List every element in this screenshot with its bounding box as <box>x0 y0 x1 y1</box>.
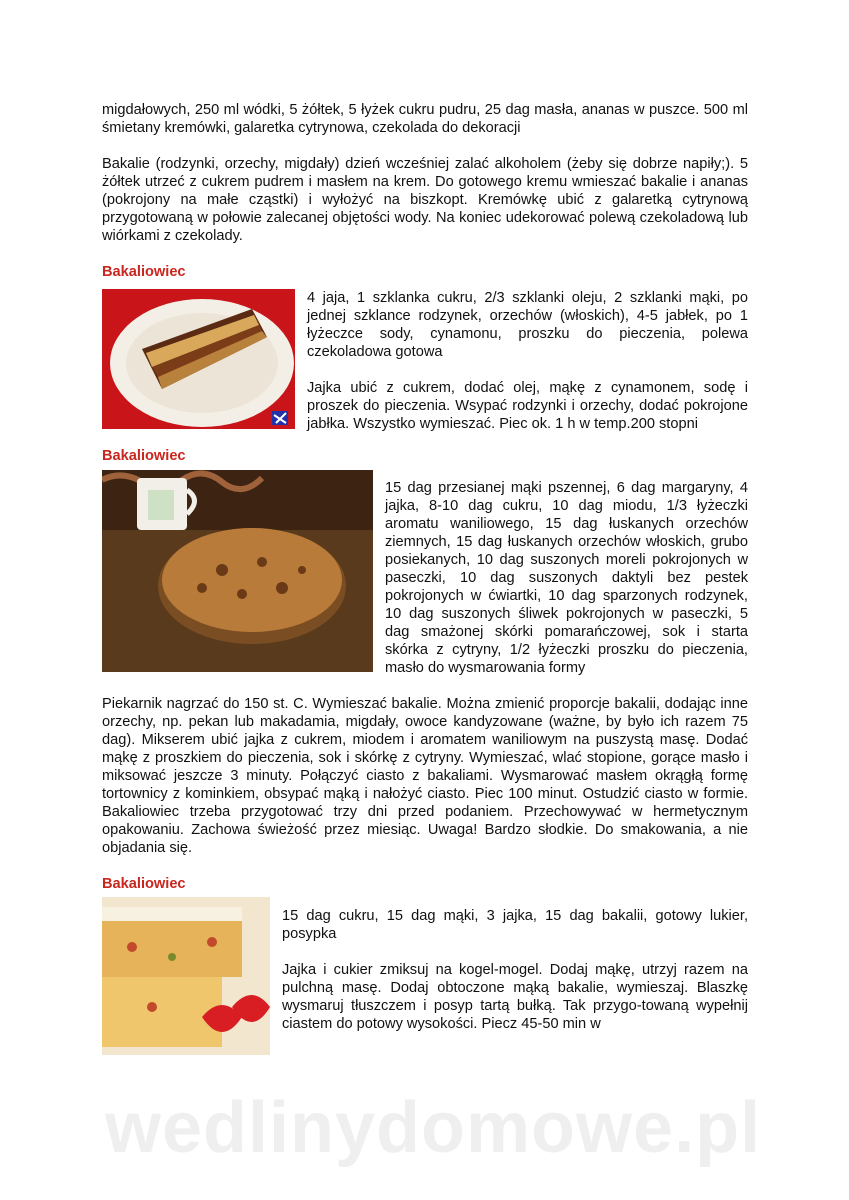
intro-ingredients: migdałowych, 250 ml wódki, 5 żółtek, 5 łyżek cukru pudru, 25 dag masła, ananas w puszce. 500 ml śmietany kremówki, galaretka cytrynowa, czekolada do dekoracji <box>102 102 748 136</box>
cake-photo-1 <box>102 289 295 429</box>
recipe-3-method: Jajka i cukier zmiksuj na kogel-mogel. Dodaj mąkę, utrzyj razem na pulchną masę. Dodaj obtoczone mąką bakalie, wymieszaj. Blaszkę wysmaruj tłuszczem i posyp tartą bułką. Tak przygo-towaną wypełnij ciastem do potowy wysokości. Piecz 45-50 min w <box>282 962 748 1032</box>
watermark-text: wedlinydomowe.pl <box>105 1088 762 1168</box>
recipe-1-title: Bakaliowiec <box>102 264 186 280</box>
recipe-2-title: Bakaliowiec <box>102 448 186 464</box>
recipe-3-title: Bakaliowiec <box>102 876 186 892</box>
recipe-3-ingredients: 15 dag cukru, 15 dag mąki, 3 jajka, 15 dag bakalii, gotowy lukier, posypka <box>282 908 748 942</box>
recipe-1-method: Jajka ubić z cukrem, dodać olej, mąkę z cynamonem, sodę i proszek do pieczenia. Wsypać rodzynki i orzechy, dodać pokrojone jabłka. Wszystko wymieszać. Piec ok. 1 h w temp.200 stopni <box>307 380 748 432</box>
recipe-1-ingredients: 4 jaja, 1 szklanka cukru, 2/3 szklanki oleju, 2 szklanki mąki, po jednej szklance rodzynek, orzechów (włoskich), 4-5 jabłek, po 1 łyżeczce sody, cynamonu, proszku do pieczenia, polewa czekoladowa gotowa <box>307 290 748 360</box>
intro-method: Bakalie (rodzynki, orzechy, migdały) dzień wcześniej zalać alkoholem (żeby się dobrze napiły;). 5 żółtek utrzeć z cukrem pudrem i masłem na krem. Do gotowego kremu wmieszać bakalie i ananas (pokrojony na małe cząstki) i wyłożyć na biszkopt. Kremówkę ubić z galaretką cytrynową przygotowaną w połowie zalecanej objętości wody. Na koniec udekorować polewą czekoladową lub wiórkami z czekolady. <box>102 156 748 244</box>
recipe-2-method: Piekarnik nagrzać do 150 st. C. Wymieszać bakalie. Można zmienić proporcje bakalii, dodając inne orzechy, np. pekan lub makadamia, migdały, owoce kandyzowane (ważne, by było ich razem 75 dag). Mikserem ubić jajka z cukrem, miodem i aromatem waniliowym na puszystą masę. Dodać mąkę z proszkiem do pieczenia, sok i skórkę z cytryny. Wymieszać, wlać stopione, gorące masło i miksować jeszcze 3 minuty. Połączyć ciasto z bakaliami. Wysmarować masłem okrągłą formę tortownicy z kominkiem, obsypać mąką i nałożyć ciasto. Piec 100 minut. Ostudzić ciasto w formie. Bakaliowiec trzeba przygotować trzy dni przed podaniem. Przechowywać w hermetycznym opakowaniu. Zachowa świeżość przez miesiąc. Uwaga! Bardzo słodkie. Do smakowania, a nie objadania się. <box>102 696 748 856</box>
cake-photo-3 <box>102 897 270 1055</box>
cake-photo-2 <box>102 470 373 672</box>
document-page <box>102 101 748 1055</box>
recipe-2-ingredients: 15 dag przesianej mąki pszennej, 6 dag margaryny, 4 jajka, 8-10 dag cukru, 10 dag miodu, 1/3 łyżeczki aromatu waniliowego, 15 dag łuskanych orzechów ziemnych, 15 dag łuskanych orzechów włoskich, grubo posiekanych, 10 dag suszonych moreli pokrojonych w paseczki, 10 dag suszonych daktyli bez pestek pokrojonych w ćwiartki, 10 dag sparzonych rodzynek, 10 dag suszonych śliwek pokrojonych w paseczki, 5 dag smażonej skórki pomarańczowej, sok i starta skórka z cytryny, 1/2 łyżeczki proszku do pieczenia, masło do wysmarowania formy <box>385 480 748 676</box>
